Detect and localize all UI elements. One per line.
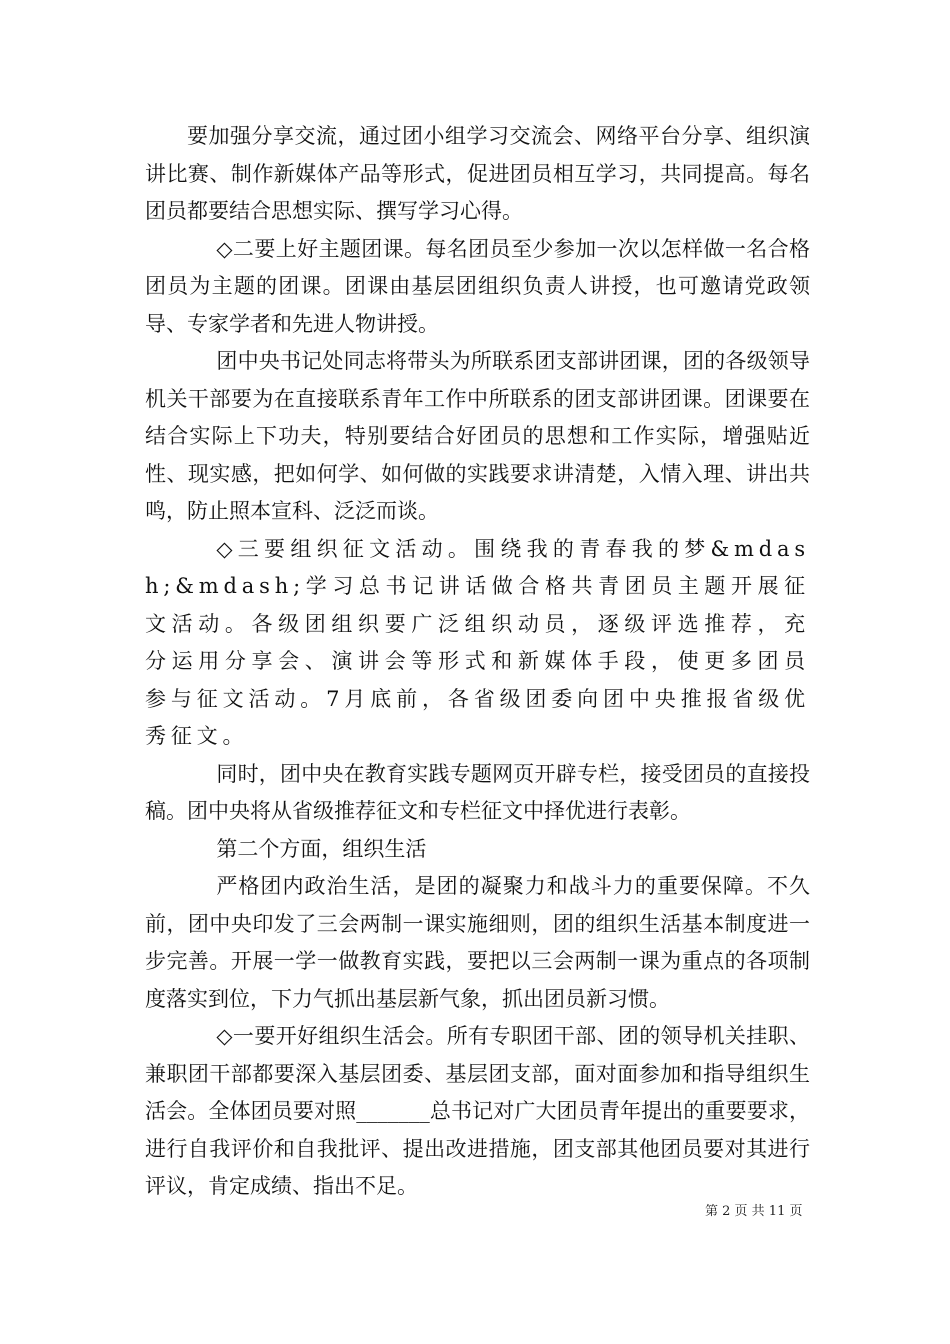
page-number-footer: 第 2 页 共 11 页 [705, 1204, 803, 1219]
paragraph-share-exchange: 要加强分享交流，通过团小组学习交流会、网络平台分享、组织演讲比赛、制作新媒体产品等形式，促进团员相互学习，共同提高。每名团员都要结合思想实际、撰写学习心得。 [145, 124, 810, 223]
section-heading-organization-life: 第二个方面，组织生活 [216, 836, 427, 861]
paragraph-essay-column: 同时，团中央在教育实践专题网页开辟专栏，接受团员的直接投稿。团中央将从省级推荐征文和专栏征文中择优进行表彰。 [145, 761, 810, 823]
paragraph-secretariat-lessons: 团中央书记处同志将带头为所联系团支部讲团课，团的各级领导机关干部要为在直接联系青年工作中所联系的团支部讲团课。团课要在结合实际上下功夫，特别要结合好团员的思想和工作实际，增强贴近性、现实感，把如何学、如何做的实践要求讲清楚，入情入理、讲出共鸣，防止照本宣科、泛泛而谈。 [145, 349, 810, 523]
paragraph-theme-lesson: ◇二要上好主题团课。每名团员至少参加一次以怎样做一名合格团员为主题的团课。团课由基层团组织负责人讲授，也可邀请党政领导、专家学者和先进人物讲授。 [145, 236, 810, 336]
paragraph-essay-activity-heading: ◇三要组织征文活动。围绕我的青春我的梦&mdash;&mdash;学习总书记讲话做合格共青团员主题开展征文活动。各级团组织要广泛组织动员，逐级评选推荐，充分运用分享会、演讲会等形式和新媒体手段，使更多团员参与征文活动。7月底前，各省级团委向团中央推报省级优秀征文。 [145, 536, 810, 748]
paragraph-political-life: 严格团内政治生活，是团的凝聚力和战斗力的重要保障。不久前，团中央印发了三会两制一课实施细则，团的组织生活基本制度进一步完善。开展一学一做教育实践，要把以三会两制一课为重点的各项制度落实到位，下力气抓出基层新气象，抓出团员新习惯。 [145, 874, 810, 1011]
paragraph-life-meeting: ◇一要开好组织生活会。所有专职团干部、团的领导机关挂职、兼职团干部都要深入基层团委、基层团支部，面对面参加和指导组织生活会。全体团员要对照_______总书记对广大团员青年提出的重要要求，进行自我评价和自我批评、提出改进措施，团支部其他团员要对其进行评议，肯定成绩、指出不足。 [145, 1024, 810, 1198]
document-body [145, 118, 810, 1206]
